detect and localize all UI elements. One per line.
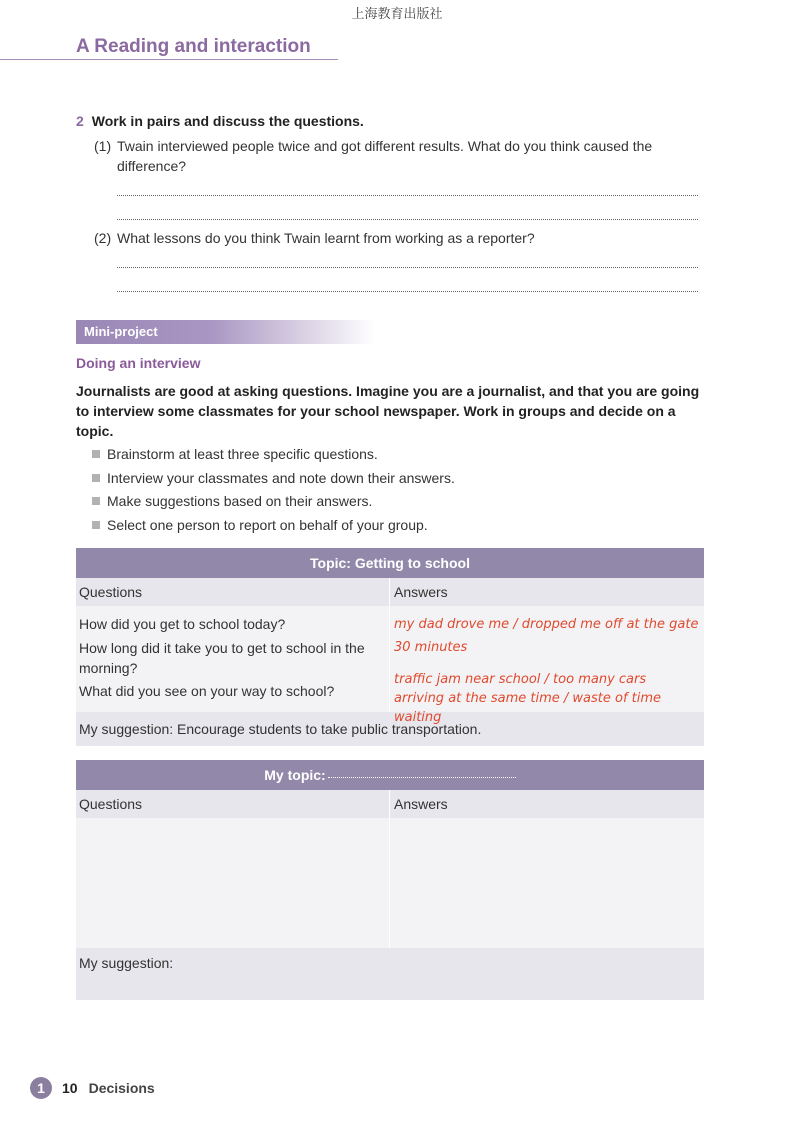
- task-item: [92, 515, 455, 539]
- questions-write-area[interactable]: [76, 818, 389, 948]
- unit-name: Decisions: [88, 1080, 155, 1096]
- publisher-name: 上海教育出版社: [351, 7, 443, 22]
- table-title: Topic: Getting to school: [76, 548, 704, 578]
- task-item: [92, 444, 455, 468]
- topic-input-line[interactable]: [328, 777, 516, 778]
- question-text: How did you get to school today?: [79, 616, 286, 632]
- sub-question-text: What lessons do you think Twain learnt from working as a reporter?: [117, 230, 535, 246]
- mini-project-subtitle: Doing an interview: [76, 355, 201, 371]
- bullet-square-icon: [92, 497, 100, 505]
- mini-project-label: Mini-project: [84, 324, 158, 339]
- handwritten-answer: my dad drove me / dropped me off at the gate: [394, 617, 699, 632]
- question-heading-text: Work in pairs and discuss the questions.: [91, 113, 364, 129]
- mini-project-banner: [76, 320, 376, 344]
- my-topic-label: My topic:: [264, 767, 326, 783]
- column-header-questions: Questions: [76, 790, 389, 818]
- bullet-square-icon: [92, 474, 100, 482]
- table-body-row: [76, 818, 704, 948]
- task-text: Make suggestions based on their answers.: [107, 493, 373, 509]
- page-number: 10: [62, 1080, 78, 1096]
- column-header-answers: Answers: [389, 790, 704, 818]
- question-text: What did you see on your way to school?: [79, 683, 335, 699]
- questions-cell: [76, 606, 389, 712]
- question-heading: [76, 113, 364, 129]
- section-rule: [0, 59, 338, 60]
- bullet-square-icon: [92, 521, 100, 529]
- suggestion-row[interactable]: My suggestion:: [76, 948, 704, 1000]
- task-text: Brainstorm at least three specific questions.: [107, 446, 378, 462]
- handwritten-answer: 30 minutes: [394, 640, 468, 655]
- task-text: Select one person to report on behalf of your group.: [107, 516, 428, 533]
- table-header-row: [76, 578, 704, 606]
- sub-question-label: (2): [94, 230, 112, 246]
- table-header-row: [76, 790, 704, 818]
- unit-number-badge: 1: [30, 1077, 52, 1099]
- sub-question-label: (1): [94, 138, 112, 154]
- table-body-row: [76, 606, 704, 725]
- answer-line[interactable]: [117, 195, 698, 196]
- suggestion-row: My suggestion: Encourage students to take public transportation.: [76, 712, 704, 746]
- column-header-questions: Questions: [76, 578, 389, 606]
- answers-cell: [389, 606, 704, 725]
- answer-line[interactable]: [117, 291, 698, 292]
- section-title: A Reading and interaction: [76, 36, 311, 57]
- bullet-square-icon: [92, 450, 100, 458]
- task-text: Interview your classmates and note down their answers.: [107, 469, 455, 486]
- sub-question-text: Twain interviewed people twice and got different results. What do you think caused the difference?: [117, 138, 653, 174]
- task-list: [92, 444, 455, 538]
- example-topic-table: [76, 548, 704, 746]
- answer-line[interactable]: [117, 219, 698, 220]
- page-footer: [30, 1076, 155, 1100]
- column-header-answers: Answers: [389, 578, 704, 606]
- sub-question-2: [94, 228, 682, 248]
- question-number: 2: [76, 113, 84, 129]
- task-item: [92, 491, 455, 515]
- table-title: [76, 760, 704, 790]
- handwritten-answer: traffic jam near school / too many cars arriving at the same time / waste of time waiting: [394, 672, 662, 725]
- question-text: How long did it take you to get to school in the morning?: [79, 640, 365, 676]
- answers-write-area[interactable]: [389, 818, 704, 948]
- task-item: [92, 468, 455, 492]
- answer-line[interactable]: [117, 267, 698, 268]
- mini-project-intro: Journalists are good at asking questions. Imagine you are a journalist, and that you are going to interview some classmates for your school newspaper. Work in groups and decide on a topic.: [76, 383, 700, 439]
- sub-question-1: [94, 136, 682, 176]
- my-topic-table: [76, 760, 704, 1000]
